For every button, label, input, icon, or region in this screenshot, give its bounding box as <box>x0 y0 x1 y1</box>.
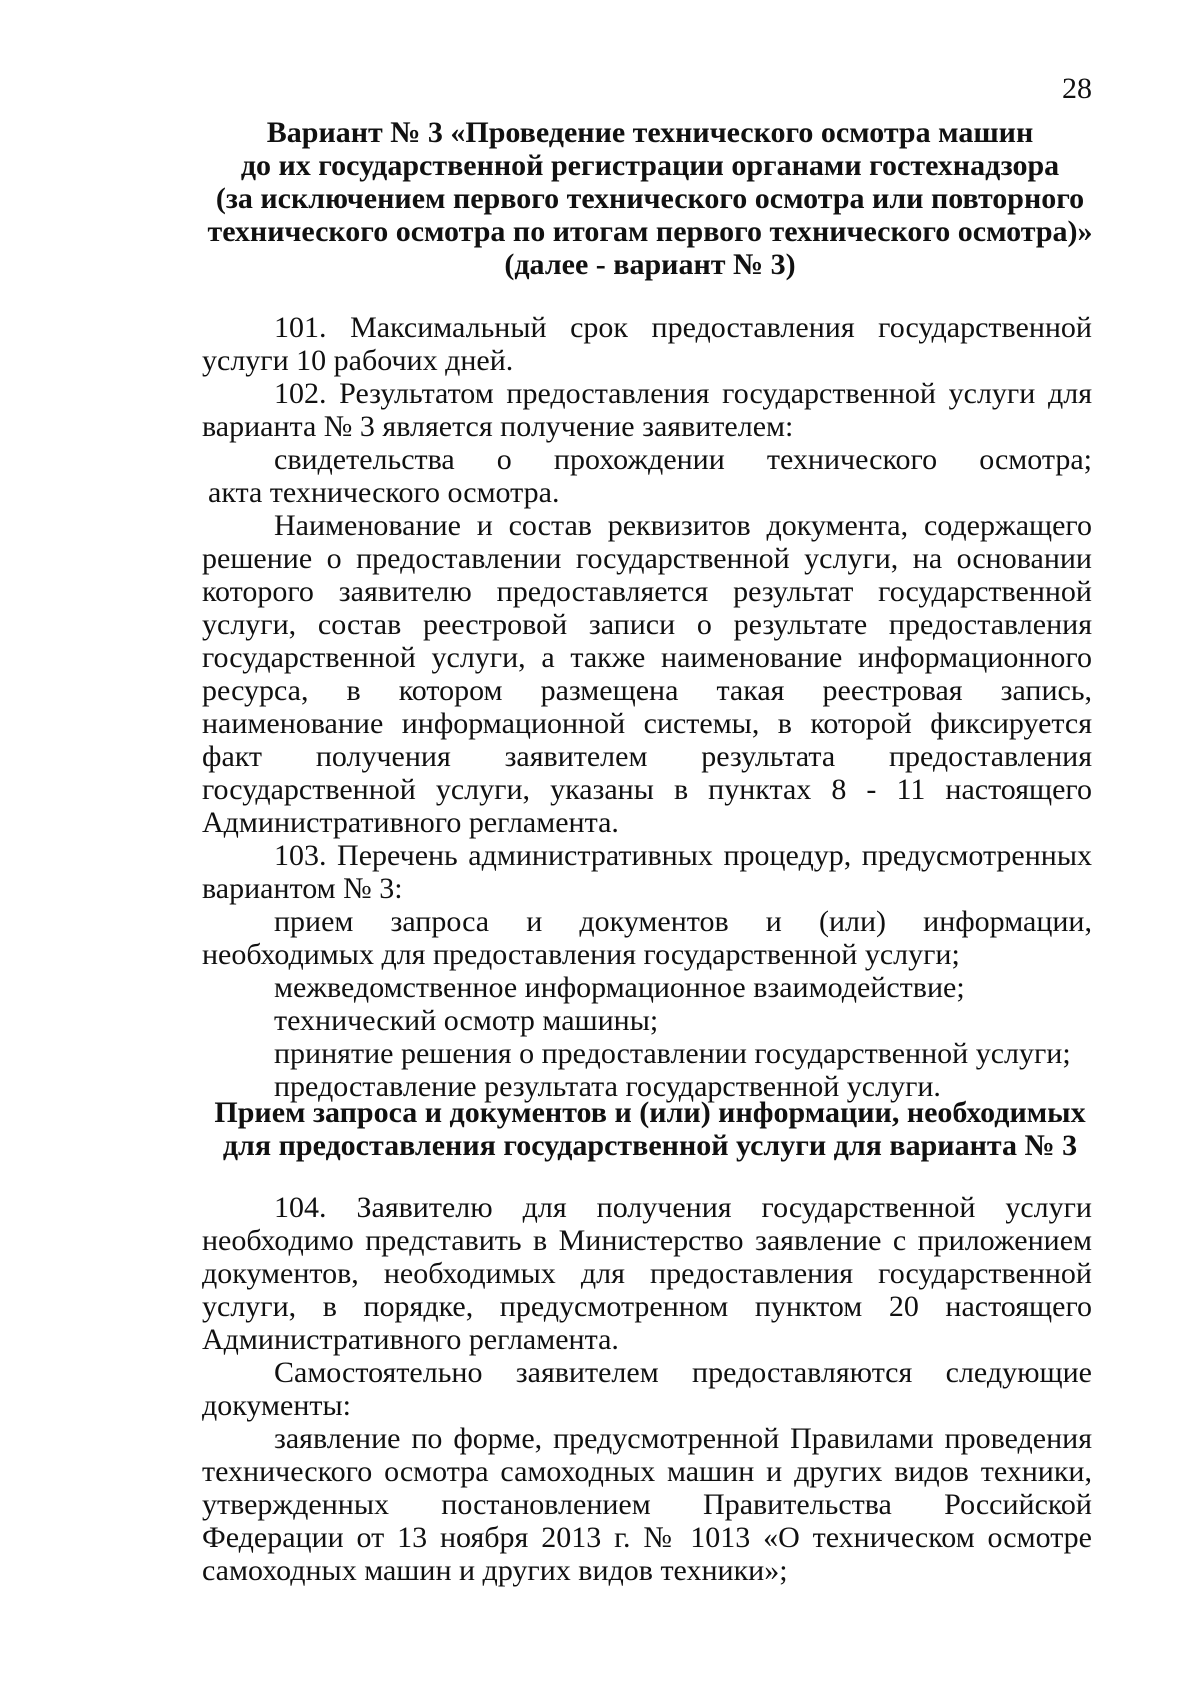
document-item-application: заявление по форме, предусмотренной Правилами проведения технического осмотра самоходных машин и других видов техники, утвержденных постановлением Правительства Российской Федерации от 13 ноября 2013 г. № 1013 «О техническом осмотре самоходных машин и других видов техники»; <box>202 1422 1092 1587</box>
paragraph-104: 104. Заявителю для получения государственной услуги необходимо представить в Министерство заявление с приложением документов, необходимых для предоставления государственной услуги, в порядке, предусмотренном пунктом 20 настоящего Административного регламента. <box>202 1191 1092 1356</box>
heading-line: для предоставления государственной услуги для варианта № 3 <box>222 1129 1078 1162</box>
heading-line: Прием запроса и документов и (или) информации, необходимых <box>214 1096 1086 1129</box>
paragraph-103: 103. Перечень административных процедур, предусмотренных вариантом № 3: <box>202 839 1092 905</box>
procedure-item: прием запроса и документов и (или) информации, необходимых для предоставления государственной услуги; <box>202 905 1092 971</box>
heading-line: (далее - вариант № 3) <box>504 248 796 281</box>
procedure-item: технический осмотр машины; <box>274 1004 659 1037</box>
procedure-item: межведомственное информационное взаимодействие; <box>274 971 965 1004</box>
variant-3-body <box>202 311 1092 1103</box>
paragraph-requisites: Наименование и состав реквизитов документа, содержащего решение о предоставлении государственной услуги, на основании которого заявителю предоставляется результат государственной услуги, состав реестровой записи о результате предоставления государственной услуги, а также наименование информационного ресурса, в котором размещена такая реестровая запись, наименование информационной системы, в которой фиксируется факт получения заявителем результата предоставления государственной услуги, указаны в пунктах 8 - 11 настоящего Административного регламента. <box>202 509 1092 839</box>
page-number: 28 <box>1062 72 1092 105</box>
heading-line: Вариант № 3 «Проведение технического осмотра машин <box>266 116 1034 149</box>
procedure-item: принятие решения о предоставлении государственной услуги; <box>274 1037 1071 1070</box>
paragraph-101: 101. Максимальный срок предоставления государственной услуги 10 рабочих дней. <box>202 311 1092 377</box>
result-item-act: акта технического осмотра. <box>208 476 560 509</box>
variant-3-heading <box>200 116 1100 281</box>
heading-line: технического осмотра по итогам первого технического осмотра)» <box>207 215 1093 248</box>
request-reception-heading <box>200 1096 1100 1162</box>
paragraph-102: 102. Результатом предоставления государственной услуги для варианта № 3 является получение заявителем: <box>202 377 1092 443</box>
request-reception-body <box>202 1191 1092 1587</box>
heading-line: до их государственной регистрации органами гостехнадзора <box>240 149 1060 182</box>
paragraph-documents-intro: Самостоятельно заявителем предоставляются следующие документы: <box>202 1356 1092 1422</box>
heading-line: (за исключением первого технического осмотра или повторного <box>215 182 1085 215</box>
result-item-certificate: свидетельства о прохождении технического осмотра; <box>274 443 1092 476</box>
procedure-item: предоставление результата государственной услуги. <box>274 1070 941 1103</box>
